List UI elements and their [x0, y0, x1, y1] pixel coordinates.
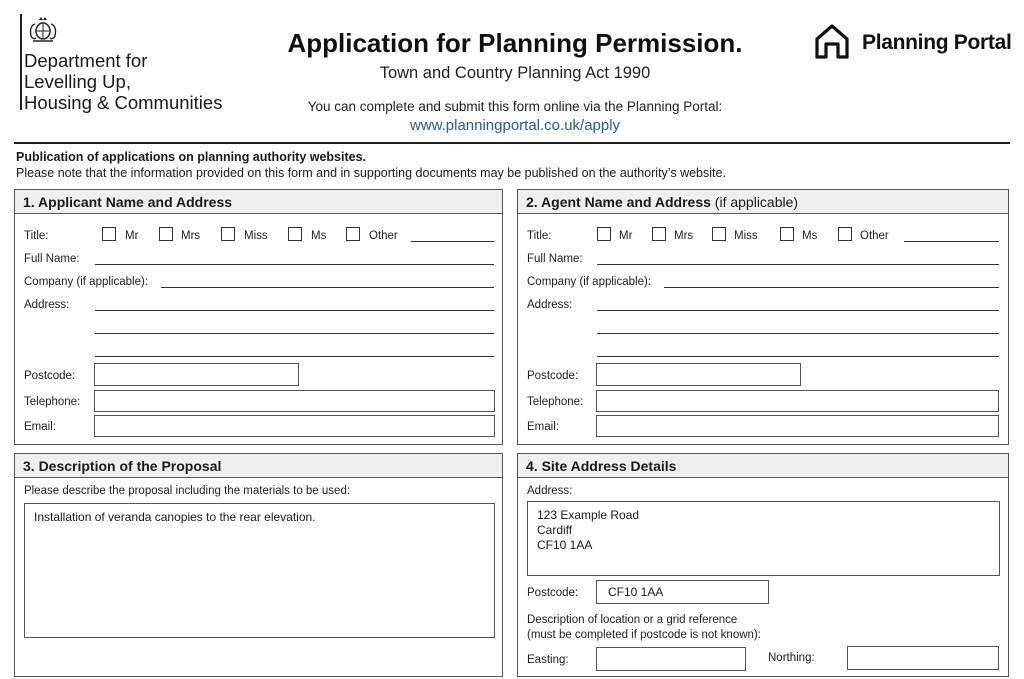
- royal-crest-icon: [26, 14, 60, 49]
- agent-address-label: Address:: [527, 299, 573, 311]
- agent-address-line-1[interactable]: [597, 310, 999, 311]
- proposal-prompt: Please describe the proposal including the materials to be used:: [24, 485, 351, 497]
- site-postcode-value: CF10 1AA: [608, 585, 664, 599]
- agent-email-label: Email:: [527, 421, 559, 433]
- applicant-address-line-3[interactable]: [95, 356, 494, 357]
- applicant-title-ms-label: Ms: [311, 230, 327, 242]
- applicant-title-label: Title:: [24, 230, 49, 242]
- proposal-section-heading: 3. Description of the Proposal: [15, 454, 502, 478]
- northing-label: Northing:: [768, 652, 815, 664]
- agent-section-heading: [518, 190, 1008, 214]
- agent-title-other-field[interactable]: [904, 241, 999, 242]
- agent-postcode-input[interactable]: [596, 363, 801, 386]
- applicant-address-line-2[interactable]: [95, 333, 494, 334]
- agent-title-mrs-checkbox[interactable]: [652, 227, 666, 241]
- applicant-full-name-label: Full Name:: [24, 253, 80, 265]
- form-subtitle: Town and Country Planning Act 1990: [379, 64, 651, 82]
- agent-title-label: Title:: [527, 230, 552, 242]
- site-address-section-heading: 4. Site Address Details: [518, 454, 1008, 478]
- agent-title-mr-checkbox[interactable]: [597, 227, 611, 241]
- agent-section-heading-suffix: (if applicable): [714, 194, 799, 210]
- proposal-section: [14, 453, 503, 677]
- proposal-description-value: Installation of veranda canopies to the rear elevation.: [34, 510, 316, 524]
- agent-postcode-label: Postcode:: [527, 370, 579, 382]
- applicant-full-name-field[interactable]: [95, 264, 494, 265]
- applicant-postcode-label: Postcode:: [24, 370, 76, 382]
- applicant-title-ms-checkbox[interactable]: [288, 227, 302, 241]
- agent-section-heading-text: 2. Agent Name and Address: [526, 194, 711, 210]
- applicant-title-mr-checkbox[interactable]: [102, 227, 116, 241]
- applicant-address-line-1[interactable]: [95, 310, 494, 311]
- agent-title-miss-label: Miss: [734, 230, 758, 242]
- planning-portal-logo-text: Planning Portal: [862, 31, 1012, 54]
- agent-telephone-label: Telephone:: [527, 396, 584, 408]
- easting-label: Easting:: [527, 654, 569, 666]
- applicant-company-label: Company (if applicable):: [24, 276, 149, 288]
- agent-title-ms-label: Ms: [802, 230, 818, 242]
- agent-email-input[interactable]: [596, 415, 999, 437]
- agent-title-other-label: Other: [860, 230, 889, 242]
- agent-section: [517, 189, 1009, 445]
- agent-title-miss-checkbox[interactable]: [712, 227, 726, 241]
- house-icon: [814, 22, 850, 65]
- applicant-title-other-label: Other: [369, 230, 398, 242]
- applicant-telephone-label: Telephone:: [24, 396, 81, 408]
- online-notice: You can complete and submit this form online via the Planning Portal:: [307, 99, 723, 114]
- department-divider: [20, 14, 22, 110]
- applicant-title-mrs-label: Mrs: [181, 230, 201, 242]
- location-description-line-2: (must be completed if postcode is not known):: [527, 629, 761, 641]
- department-name: [24, 50, 222, 113]
- agent-full-name-label: Full Name:: [527, 253, 583, 265]
- applicant-company-field[interactable]: [161, 287, 494, 288]
- applicant-email-label: Email:: [24, 421, 56, 433]
- location-description-line-1: Description of location or a grid reference: [527, 614, 738, 626]
- agent-address-line-2[interactable]: [597, 333, 999, 334]
- department-line-2: Levelling Up,: [24, 71, 131, 92]
- applicant-section-heading: 1. Applicant Name and Address: [15, 190, 502, 214]
- applicant-title-miss-checkbox[interactable]: [221, 227, 235, 241]
- proposal-description-input[interactable]: [24, 503, 495, 638]
- site-address-section: [517, 453, 1009, 677]
- applicant-title-other-checkbox[interactable]: [346, 227, 360, 241]
- portal-link[interactable]: www.planningportal.co.uk/apply: [409, 117, 621, 134]
- publication-text: Please note that the information provided on this form and in supporting documents may be published on the authority’s website.: [16, 166, 726, 180]
- agent-company-label: Company (if applicable):: [527, 276, 652, 288]
- applicant-telephone-input[interactable]: [94, 390, 495, 412]
- department-line-1: Department for: [24, 50, 148, 71]
- agent-title-other-checkbox[interactable]: [838, 227, 852, 241]
- agent-title-ms-checkbox[interactable]: [780, 227, 794, 241]
- agent-title-mr-label: Mr: [619, 230, 633, 242]
- department-line-3: Housing & Communities: [24, 92, 223, 113]
- site-address-line-2: Cardiff: [537, 523, 573, 537]
- agent-full-name-field[interactable]: [597, 264, 999, 265]
- applicant-address-label: Address:: [24, 299, 70, 311]
- form-title: Application for Planning Permission.: [287, 28, 743, 58]
- site-address-label: Address:: [527, 485, 573, 497]
- applicant-title-other-field[interactable]: [411, 241, 494, 242]
- site-address-line-3: CF10 1AA: [537, 538, 593, 552]
- applicant-postcode-input[interactable]: [94, 363, 299, 386]
- publication-heading: Publication of applications on planning authority websites.: [16, 150, 367, 164]
- applicant-title-mrs-checkbox[interactable]: [159, 227, 173, 241]
- easting-input[interactable]: [596, 647, 746, 671]
- agent-telephone-input[interactable]: [596, 390, 999, 412]
- site-postcode-input[interactable]: [596, 580, 769, 604]
- site-postcode-label: Postcode:: [527, 587, 579, 599]
- applicant-title-mr-label: Mr: [125, 230, 139, 242]
- agent-company-field[interactable]: [664, 287, 999, 288]
- agent-address-line-3[interactable]: [597, 356, 999, 357]
- applicant-section: [14, 189, 503, 445]
- applicant-email-input[interactable]: [94, 415, 495, 437]
- header-rule: [14, 142, 1010, 144]
- site-address-line-1: 123 Example Road: [537, 508, 640, 522]
- site-address-input[interactable]: [527, 501, 1000, 576]
- applicant-title-miss-label: Miss: [244, 230, 268, 242]
- northing-input[interactable]: [847, 646, 999, 670]
- agent-title-mrs-label: Mrs: [674, 230, 694, 242]
